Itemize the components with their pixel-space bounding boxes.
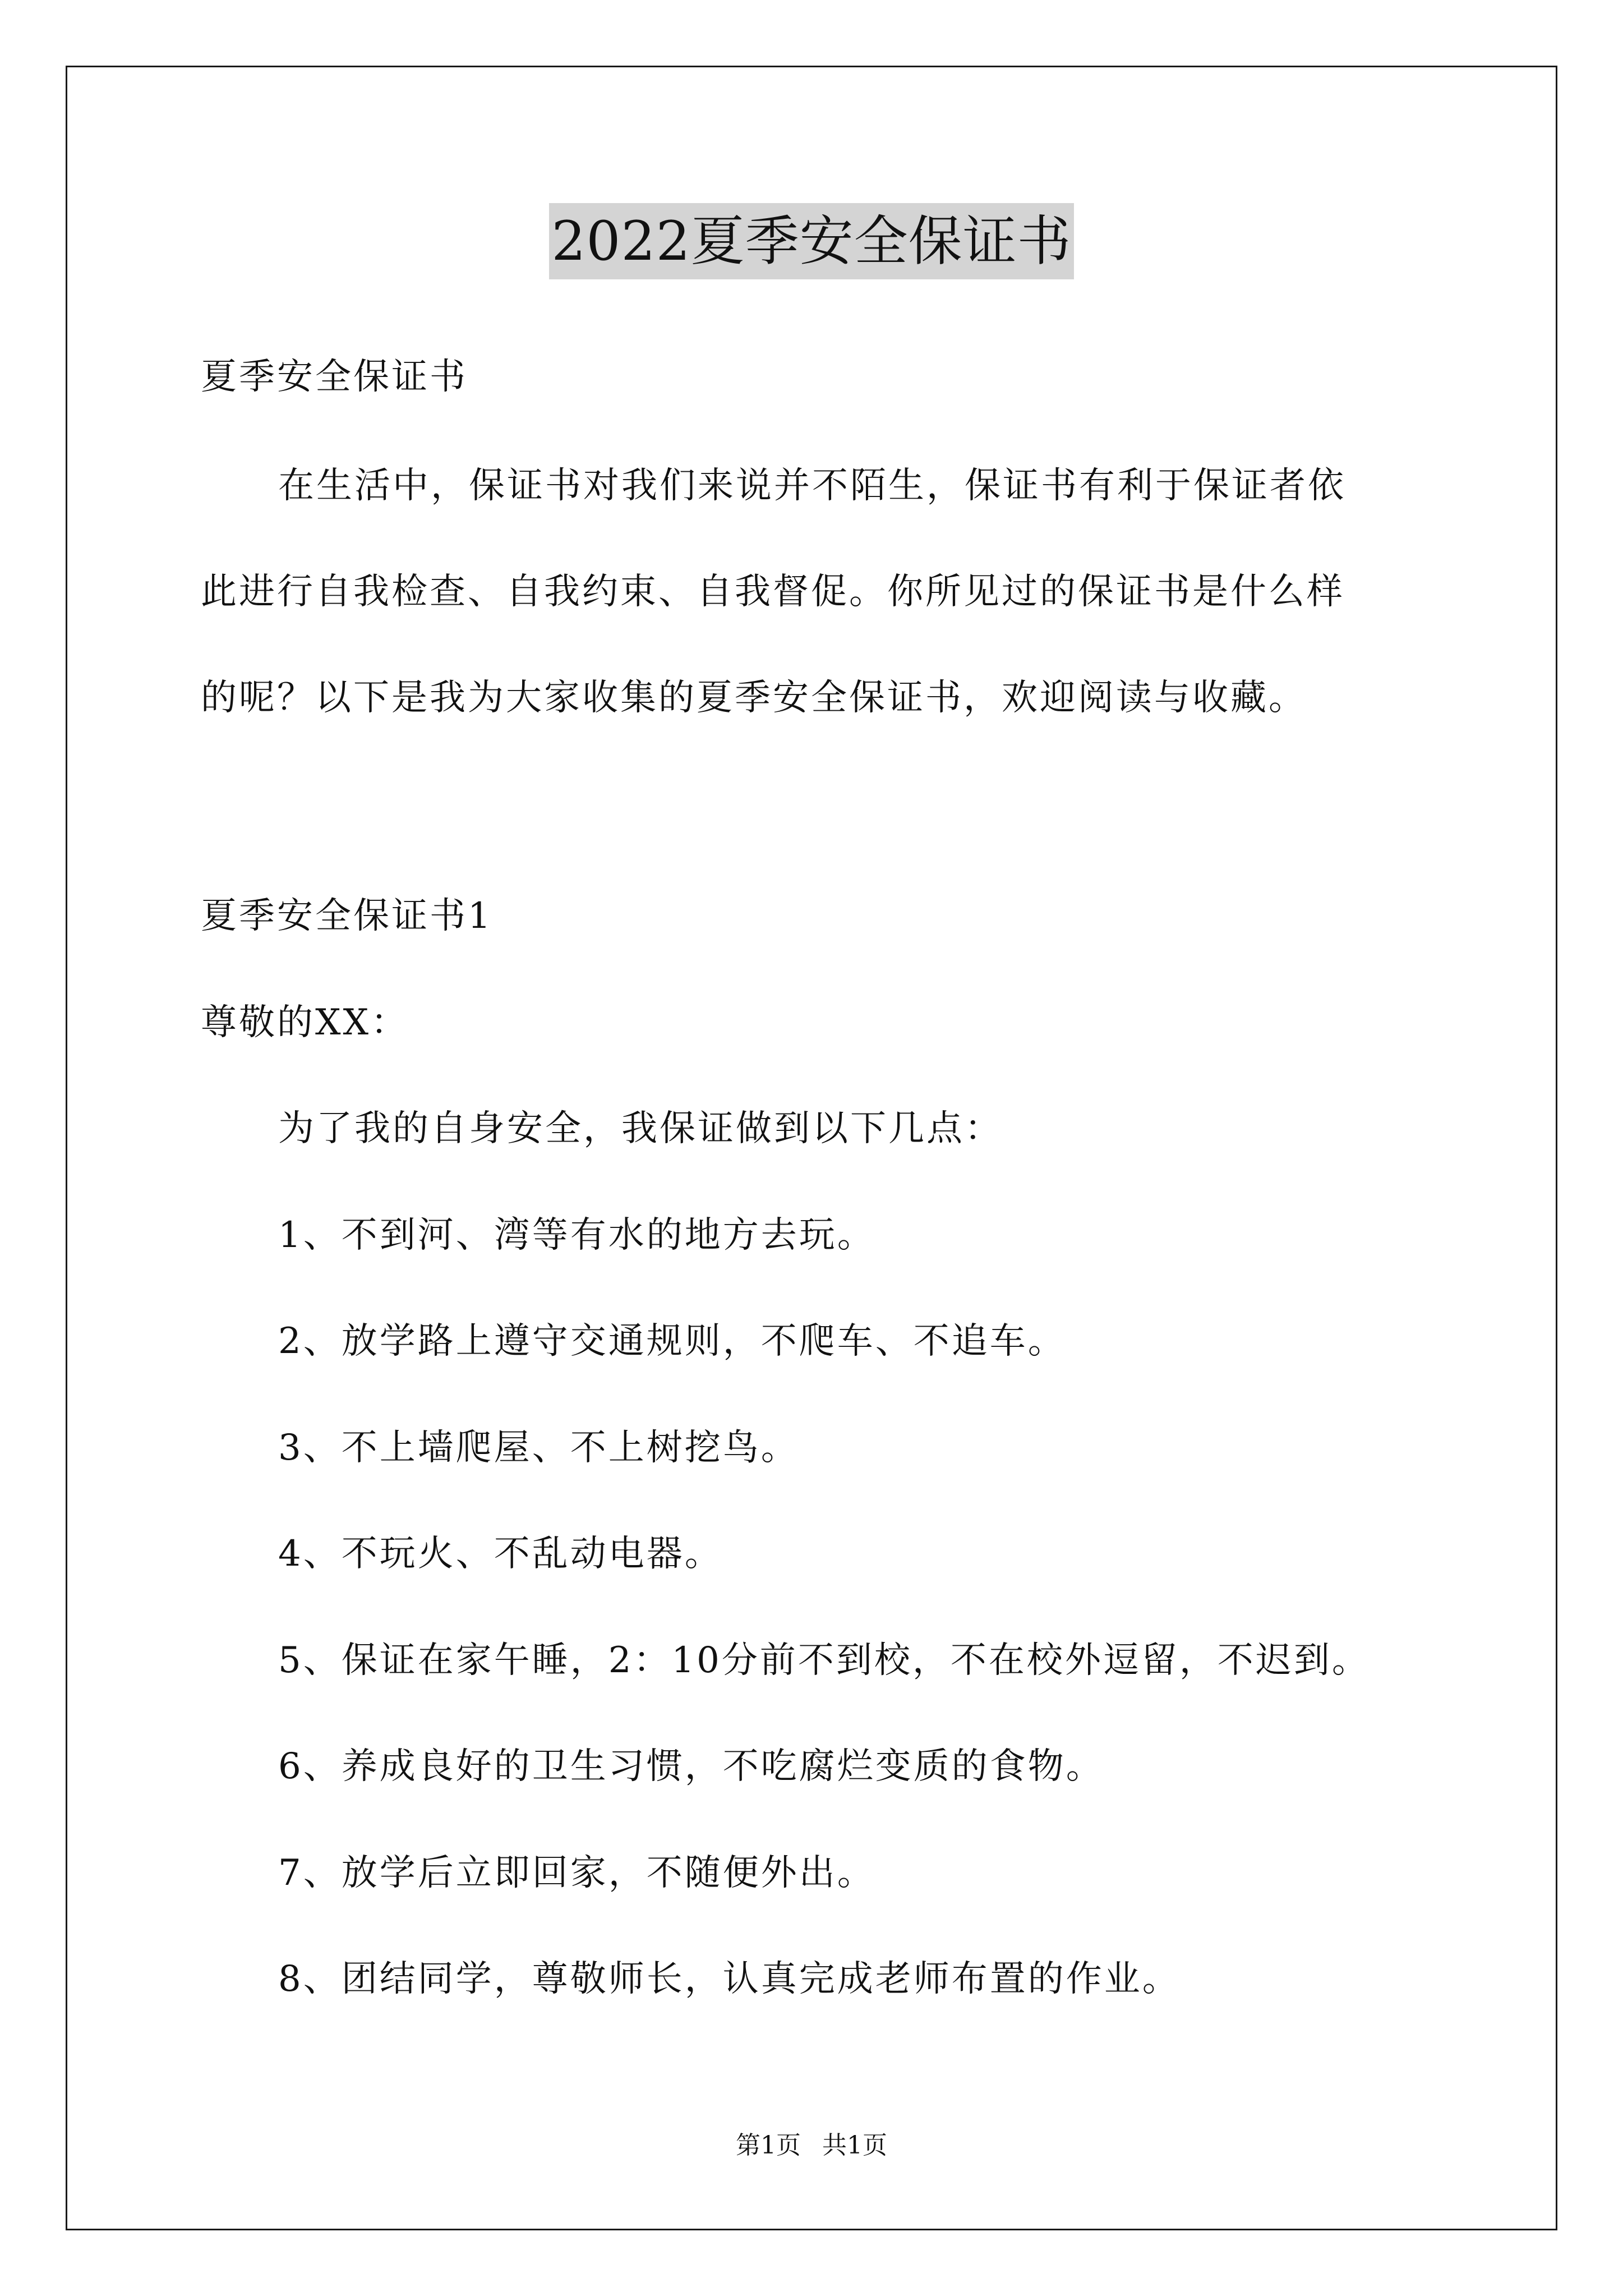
lead-sentence: 为了我的自身安全，我保证做到以下几点： xyxy=(278,1108,1003,1149)
list-item: 6、养成良好的卫生习惯，不吃腐烂变质的食物。 xyxy=(278,1746,1104,1787)
list-item: 2、放学路上遵守交通规则，不爬车、不追车。 xyxy=(278,1320,1066,1362)
page-number-current: 第1页 xyxy=(736,2131,801,2160)
page-number-total: 共1页 xyxy=(822,2131,887,2160)
intro-line: 此进行自我检查、自我约束、自我督促。你所见过的保证书是什么样 xyxy=(201,571,1345,613)
list-item: 3、不上墙爬屋、不上树挖鸟。 xyxy=(278,1427,799,1469)
title-container xyxy=(0,203,1623,279)
list-item: 7、放学后立即回家，不随便外出。 xyxy=(278,1852,875,1894)
list-item: 1、不到河、湾等有水的地方去玩。 xyxy=(278,1214,875,1256)
intro-line: 的呢？以下是我为大家收集的夏季安全保证书，欢迎阅读与收藏。 xyxy=(201,677,1307,719)
list-item: 4、不玩火、不乱动电器。 xyxy=(278,1533,723,1575)
salutation: 尊敬的XX： xyxy=(201,1002,409,1043)
intro-line: 在生活中，保证书对我们来说并不陌生，保证书有利于保证者依 xyxy=(278,465,1346,507)
section-heading: 夏季安全保证书1 xyxy=(201,895,493,937)
list-item: 5、保证在家午睡，2：10分前不到校，不在校外逗留，不迟到。 xyxy=(278,1640,1370,1681)
subtitle: 夏季安全保证书 xyxy=(201,356,468,398)
document-title: 2022夏季安全保证书 xyxy=(549,203,1073,279)
page-footer xyxy=(0,2130,1623,2161)
list-item: 8、团结同学，尊敬师长，认真完成老师布置的作业。 xyxy=(278,1958,1181,2000)
